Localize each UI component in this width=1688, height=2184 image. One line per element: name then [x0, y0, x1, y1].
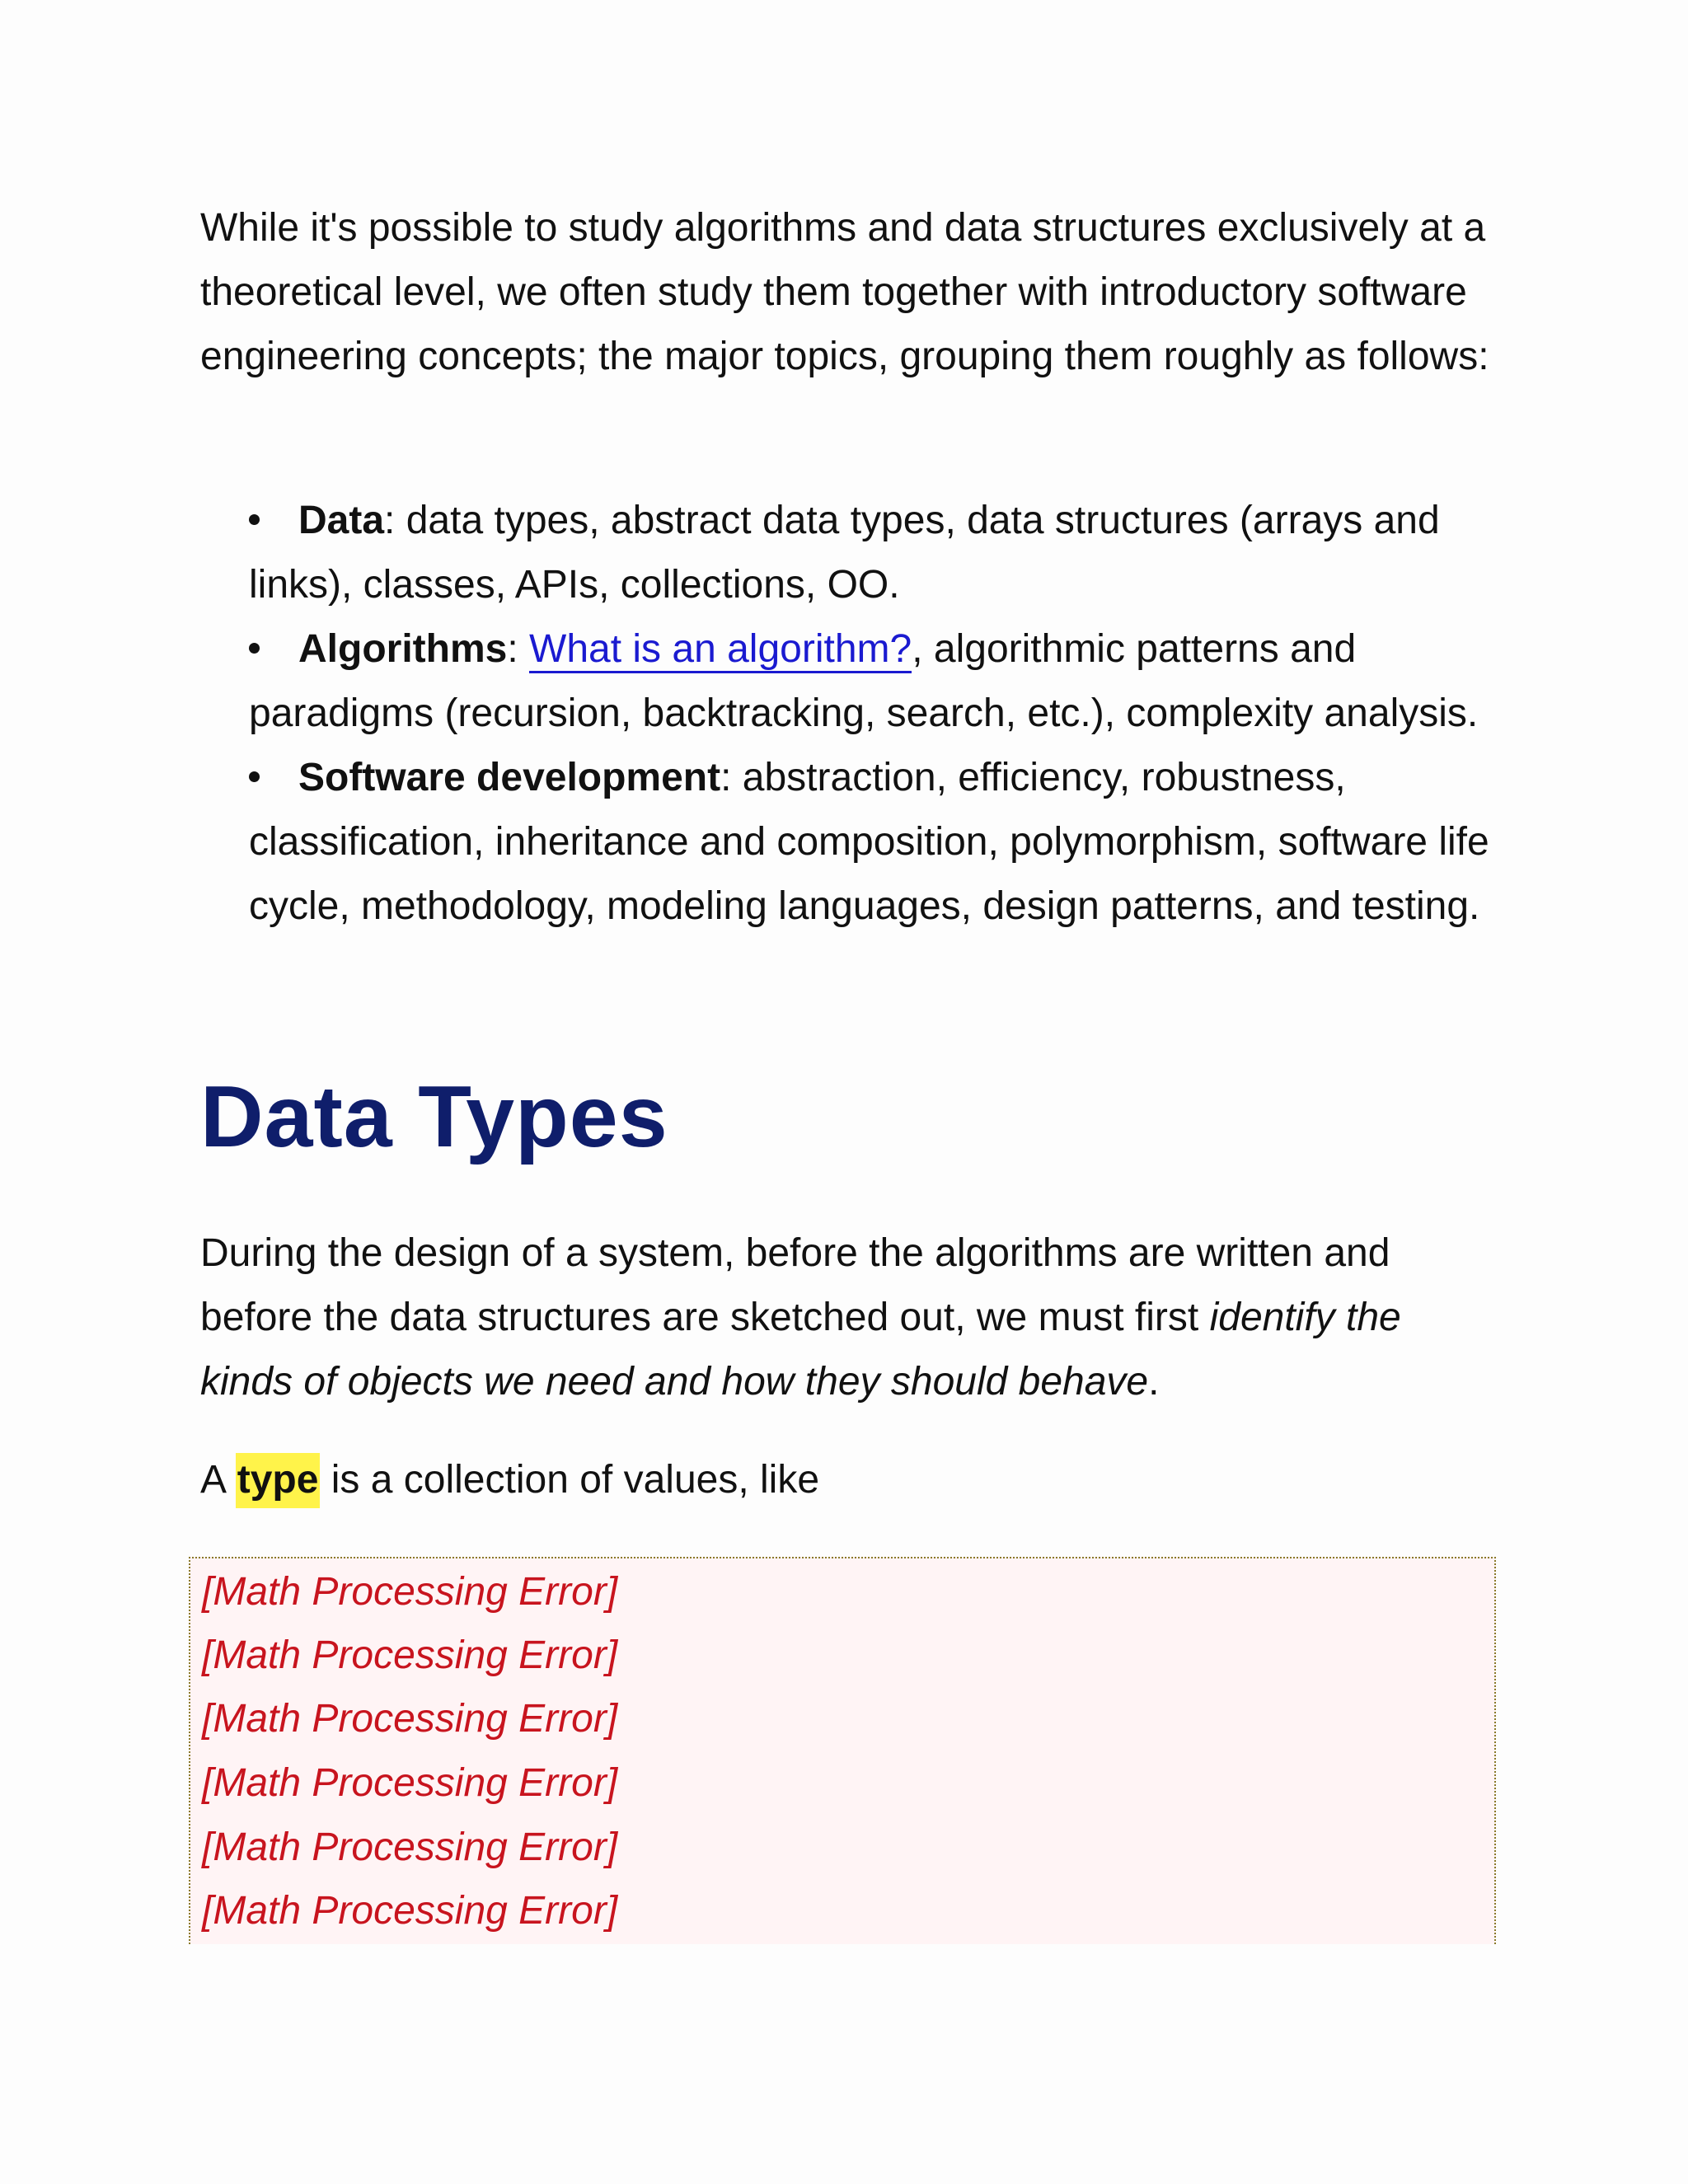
topic-text: , algorithmic patterns and paradigms (recursion, backtracking, search, etc.), complexity analysis. — [249, 627, 1479, 735]
list-item — [249, 489, 1502, 617]
design-lead: During the design of a system, before the algorithms are written and before the data structures are sketched out, we must first — [200, 1231, 1390, 1339]
type-lead: A — [200, 1458, 236, 1502]
bullet-icon — [249, 746, 298, 810]
topic-term: Software development — [298, 756, 721, 799]
topic-text: data types, abstract data types, data structures (arrays and links), classes, APIs, collections, OO. — [249, 499, 1440, 607]
intro-text: While it's possible to study algorithms and data structures exclusively at a theoretical level, we often study them together with introductory software engineering concepts; the major topics, grouping them roughly as follows: — [200, 206, 1489, 378]
math-error-text: [Math Processing Error] — [202, 1825, 618, 1869]
math-error-text: [Math Processing Error] — [202, 1761, 618, 1805]
topic-term: Data — [298, 499, 385, 542]
topic-separator: : — [720, 756, 743, 799]
bullet-icon — [249, 617, 298, 682]
math-error-box — [189, 1557, 1496, 1944]
topic-text: abstraction, efficiency, robustness, classification, inheritance and composition, polymorphism, software life cycle, methodology, modeling languages, design patterns, and testing. — [249, 756, 1489, 928]
topics-list — [249, 489, 1502, 939]
algorithm-link[interactable]: What is an algorithm? — [529, 627, 912, 673]
math-error-text: [Math Processing Error] — [202, 1633, 618, 1677]
design-paragraph — [200, 1221, 1503, 1414]
topic-separator: : — [384, 499, 406, 542]
section-heading: Data Types — [200, 1068, 668, 1165]
math-error-text: [Math Processing Error] — [202, 1889, 618, 1933]
math-error-text: [Math Processing Error] — [202, 1697, 618, 1741]
design-emphasis: identify the kinds of objects we need and how they should behave — [200, 1296, 1401, 1404]
math-error-text: [Math Processing Error] — [202, 1570, 618, 1614]
type-definition-paragraph — [200, 1448, 1503, 1512]
list-item — [249, 617, 1502, 746]
intro-paragraph — [200, 196, 1503, 389]
topic-term: Algorithms — [298, 627, 508, 671]
list-item — [249, 746, 1502, 939]
bullet-icon — [249, 489, 298, 553]
highlighted-term: type — [236, 1453, 321, 1508]
type-tail: is a collection of values, like — [320, 1458, 820, 1502]
topic-separator: : — [507, 627, 530, 671]
design-tail: . — [1148, 1360, 1160, 1404]
